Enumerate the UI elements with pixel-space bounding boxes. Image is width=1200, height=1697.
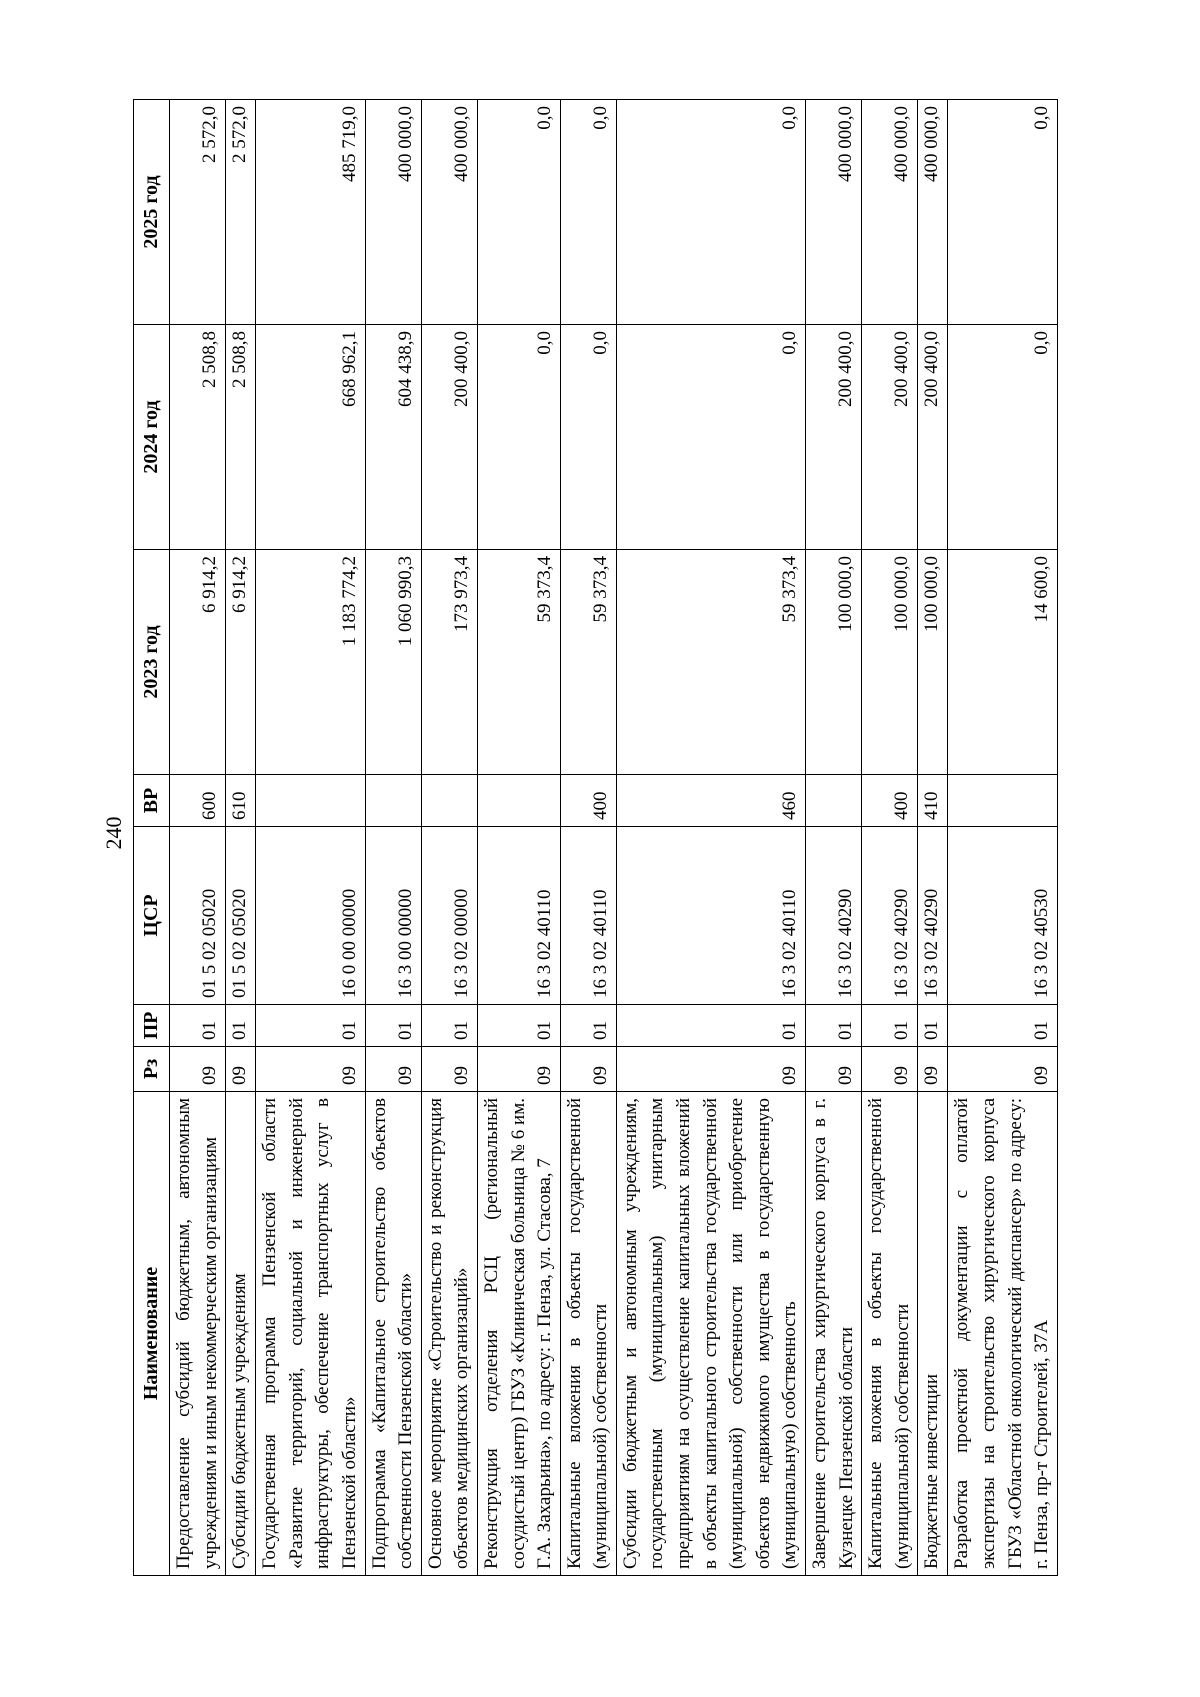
row-2024: 200 400,0	[862, 325, 918, 550]
row-rz: 09	[918, 1047, 948, 1092]
budget-table	[133, 99, 1058, 1576]
row-2023: 59 373,4	[616, 550, 805, 775]
table-row	[560, 100, 616, 1576]
row-pr: 01	[421, 1005, 477, 1047]
row-pr: 01	[616, 1005, 805, 1047]
row-pr: 01	[862, 1005, 918, 1047]
table-header-row	[134, 100, 170, 1576]
header-rz: Рз	[134, 1047, 170, 1092]
row-pr: 01	[477, 1005, 560, 1047]
row-2024: 0,0	[477, 325, 560, 550]
table-row	[421, 100, 477, 1576]
budget-table-rotated	[133, 100, 1053, 1576]
row-rz: 09	[477, 1047, 560, 1092]
row-name: Субсидии бюджетным учреждениям	[226, 1092, 256, 1576]
row-2025: 400 000,0	[918, 100, 948, 325]
row-csr: 16 3 00 00000	[365, 827, 421, 1005]
row-name: Разработка проектной документации с оплатой экспертизы на строительство хирургического корпуса ГБУЗ «Областной онкологический диспансер» по адресу: г. Пенза, пр-т Строителей, 37А	[948, 1092, 1057, 1576]
row-rz: 09	[421, 1047, 477, 1092]
row-2024: 668 962,1	[256, 325, 365, 550]
row-vr: 400	[862, 775, 918, 827]
row-vr: 400	[560, 775, 616, 827]
row-rz: 09	[806, 1047, 862, 1092]
row-2023: 6 914,2	[170, 550, 226, 775]
row-vr	[806, 775, 862, 827]
row-2024: 0,0	[560, 325, 616, 550]
row-csr: 01 5 02 05020	[226, 827, 256, 1005]
row-name: Подпрограмма «Капитальное строительство объектов собственности Пензенской области»	[365, 1092, 421, 1576]
row-pr: 01	[256, 1005, 365, 1047]
row-csr: 16 3 02 40110	[477, 827, 560, 1005]
table-row	[616, 100, 805, 1576]
row-pr: 01	[365, 1005, 421, 1047]
row-pr: 01	[170, 1005, 226, 1047]
header-pr: ПР	[134, 1005, 170, 1047]
row-2025: 400 000,0	[806, 100, 862, 325]
row-2025: 2 572,0	[226, 100, 256, 325]
row-vr: 410	[918, 775, 948, 827]
row-2025: 0,0	[616, 100, 805, 325]
row-rz: 09	[616, 1047, 805, 1092]
row-rz: 09	[365, 1047, 421, 1092]
row-2023: 100 000,0	[918, 550, 948, 775]
row-2023: 1 183 774,2	[256, 550, 365, 775]
row-vr	[477, 775, 560, 827]
row-name: Капитальные вложения в объекты государственной (муниципальной) собственности	[560, 1092, 616, 1576]
table-row	[862, 100, 918, 1576]
row-2023: 100 000,0	[862, 550, 918, 775]
row-csr: 16 3 02 40110	[616, 827, 805, 1005]
row-csr: 16 3 02 40110	[560, 827, 616, 1005]
row-2025: 400 000,0	[862, 100, 918, 325]
row-vr	[256, 775, 365, 827]
header-2024: 2024 год	[134, 325, 170, 550]
row-csr: 16 3 02 00000	[421, 827, 477, 1005]
table-row	[918, 100, 948, 1576]
table-row	[256, 100, 365, 1576]
row-2023: 14 600,0	[948, 550, 1057, 775]
row-name: Бюджетные инвестиции	[918, 1092, 948, 1576]
row-csr: 16 0 00 00000	[256, 827, 365, 1005]
row-csr: 16 3 02 40290	[862, 827, 918, 1005]
row-2024: 2 508,8	[170, 325, 226, 550]
row-2025: 485 719,0	[256, 100, 365, 325]
table-row	[226, 100, 256, 1576]
row-csr: 01 5 02 05020	[170, 827, 226, 1005]
row-name: Реконструкция отделения РСЦ (региональный сосудистый центр) ГБУЗ «Клиническая больница № 6 им. Г.А. Захарьина», по адресу: г. Пенза, ул. Стасова, 7	[477, 1092, 560, 1576]
row-2025: 400 000,0	[365, 100, 421, 325]
row-csr: 16 3 02 40290	[806, 827, 862, 1005]
table-row	[365, 100, 421, 1576]
row-2024: 2 508,8	[226, 325, 256, 550]
row-pr: 01	[806, 1005, 862, 1047]
row-2024: 0,0	[948, 325, 1057, 550]
row-name: Государственная программа Пензенской области «Развитие территорий, социальной и инженерной инфраструктуры, обеспечение транспортных услуг в Пензенской области»	[256, 1092, 365, 1576]
header-csr: ЦСР	[134, 827, 170, 1005]
row-name: Субсидии бюджетным и автономным учреждениям, государственным (муниципальным) унитарным предприятиям на осуществление капитальных вложений в объекты капитального строительства государственной (муниципальной) собственности или приобретение объектов недвижимого имущества в государственную (муниципальную) собственность	[616, 1092, 805, 1576]
header-vr: ВР	[134, 775, 170, 827]
table-row	[477, 100, 560, 1576]
row-vr: 600	[170, 775, 226, 827]
header-2025: 2025 год	[134, 100, 170, 325]
row-2025: 0,0	[477, 100, 560, 325]
row-vr	[421, 775, 477, 827]
row-name: Основное мероприятие «Строительство и реконструкция объектов медицинских организаций»	[421, 1092, 477, 1576]
row-pr: 01	[918, 1005, 948, 1047]
row-2023: 1 060 990,3	[365, 550, 421, 775]
row-name: Завершение строительства хирургического корпуса в г. Кузнецке Пензенской области	[806, 1092, 862, 1576]
row-rz: 09	[560, 1047, 616, 1092]
row-2023: 6 914,2	[226, 550, 256, 775]
row-pr: 01	[948, 1005, 1057, 1047]
row-rz: 09	[256, 1047, 365, 1092]
row-2023: 59 373,4	[560, 550, 616, 775]
row-name: Капитальные вложения в объекты государственной (муниципальной) собственности	[862, 1092, 918, 1576]
row-2024: 200 400,0	[918, 325, 948, 550]
table-row	[806, 100, 862, 1576]
row-2025: 0,0	[948, 100, 1057, 325]
row-vr: 610	[226, 775, 256, 827]
row-vr	[948, 775, 1057, 827]
row-2024: 604 438,9	[365, 325, 421, 550]
row-2024: 0,0	[616, 325, 805, 550]
page-number: 240	[101, 816, 126, 850]
row-csr: 16 3 02 40530	[948, 827, 1057, 1005]
table-row	[170, 100, 226, 1576]
row-vr	[365, 775, 421, 827]
row-pr: 01	[560, 1005, 616, 1047]
row-2024: 200 400,0	[421, 325, 477, 550]
table-row	[948, 100, 1057, 1576]
header-2023: 2023 год	[134, 550, 170, 775]
row-2025: 2 572,0	[170, 100, 226, 325]
row-rz: 09	[948, 1047, 1057, 1092]
row-2024: 200 400,0	[806, 325, 862, 550]
row-2023: 100 000,0	[806, 550, 862, 775]
row-rz: 09	[170, 1047, 226, 1092]
row-csr: 16 3 02 40290	[918, 827, 948, 1005]
row-2023: 173 973,4	[421, 550, 477, 775]
row-rz: 09	[862, 1047, 918, 1092]
row-name: Предоставление субсидий бюджетным, автономным учреждениям и иным некоммерческим организациям	[170, 1092, 226, 1576]
row-2025: 0,0	[560, 100, 616, 325]
row-2023: 59 373,4	[477, 550, 560, 775]
row-vr: 460	[616, 775, 805, 827]
row-2025: 400 000,0	[421, 100, 477, 325]
header-name: Наименование	[134, 1092, 170, 1576]
row-rz: 09	[226, 1047, 256, 1092]
row-pr: 01	[226, 1005, 256, 1047]
